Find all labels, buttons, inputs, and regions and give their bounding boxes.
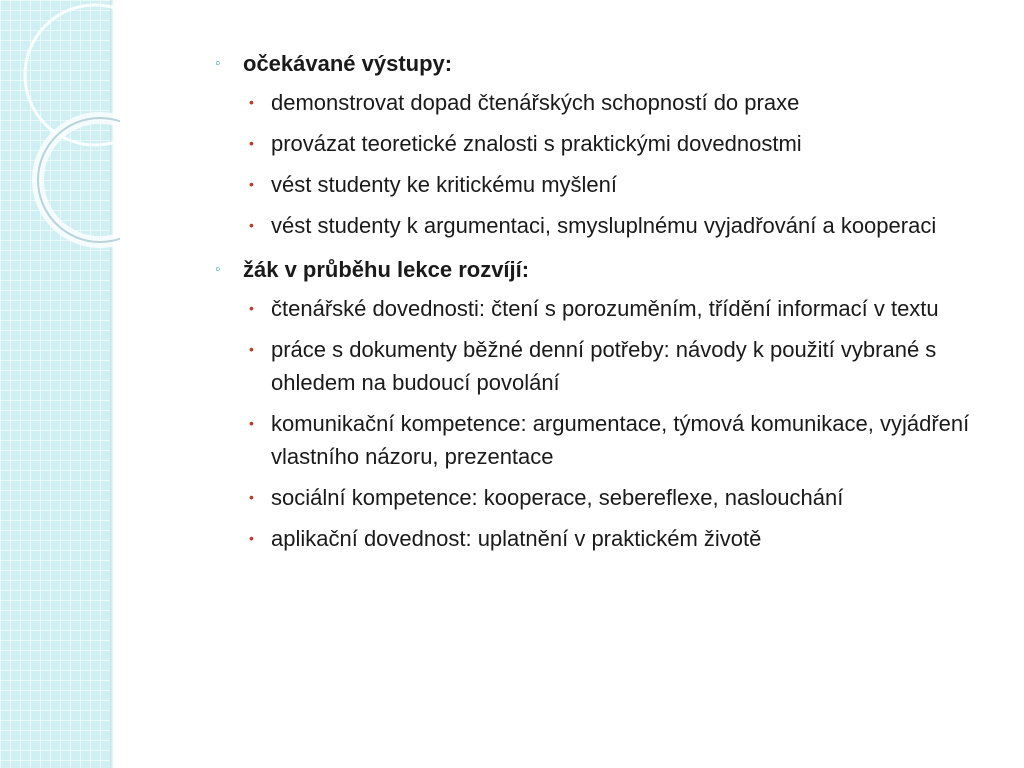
student-develops-list [215,292,995,555]
dot-bullet-icon: • [249,530,254,546]
section-heading-text: žák v průběhu lekce rozvíjí: [243,257,530,282]
list-item-text: komunikační kompetence: argumentace, týmová komunikace, vyjádření vlastního názoru, prezentace [271,411,970,469]
list-item-text: provázat teoretické znalosti s praktickými dovednostmi [271,131,802,156]
list-item [215,292,971,325]
list-item-text: vést studenty ke kritickému myšlení [271,172,618,197]
list-item-text: demonstrovat dopad čtenářských schopností do praxe [271,90,800,115]
dot-bullet-icon: • [249,176,254,192]
section-heading-expected-outputs [215,48,995,80]
slide-content [215,48,995,567]
dot-bullet-icon: • [249,489,254,505]
list-item [215,522,971,555]
list-item-text: aplikační dovednost: uplatnění v praktickém životě [271,526,762,551]
dot-bullet-icon: • [249,300,254,316]
list-item-text: práce s dokumenty běžné denní potřeby: návody k použití vybrané s ohledem na budoucí povolání [271,337,937,395]
dot-bullet-icon: • [249,341,254,357]
circle-bullet-icon: ◦ [215,55,221,72]
list-item [215,209,971,242]
section-heading-text: očekávané výstupy: [243,51,453,76]
list-item [215,168,971,201]
circle-bullet-icon: ◦ [215,261,221,278]
dot-bullet-icon: • [249,94,254,110]
dot-bullet-icon: • [249,135,254,151]
list-item-text: sociální kompetence: kooperace, sebereflexe, naslouchání [271,485,844,510]
expected-outputs-list [215,86,995,242]
list-item [215,86,971,119]
dot-bullet-icon: • [249,217,254,233]
list-item [215,333,971,399]
section-heading-student-develops [215,254,995,286]
list-item [215,481,971,514]
list-item [215,407,971,473]
list-item-text: vést studenty k argumentaci, smysluplnému vyjadřování a kooperaci [271,213,937,238]
dot-bullet-icon: • [249,415,254,431]
decorative-circles [0,0,120,260]
list-item-text: čtenářské dovednosti: čtení s porozuměním, třídění informací v textu [271,296,939,321]
list-item [215,127,971,160]
